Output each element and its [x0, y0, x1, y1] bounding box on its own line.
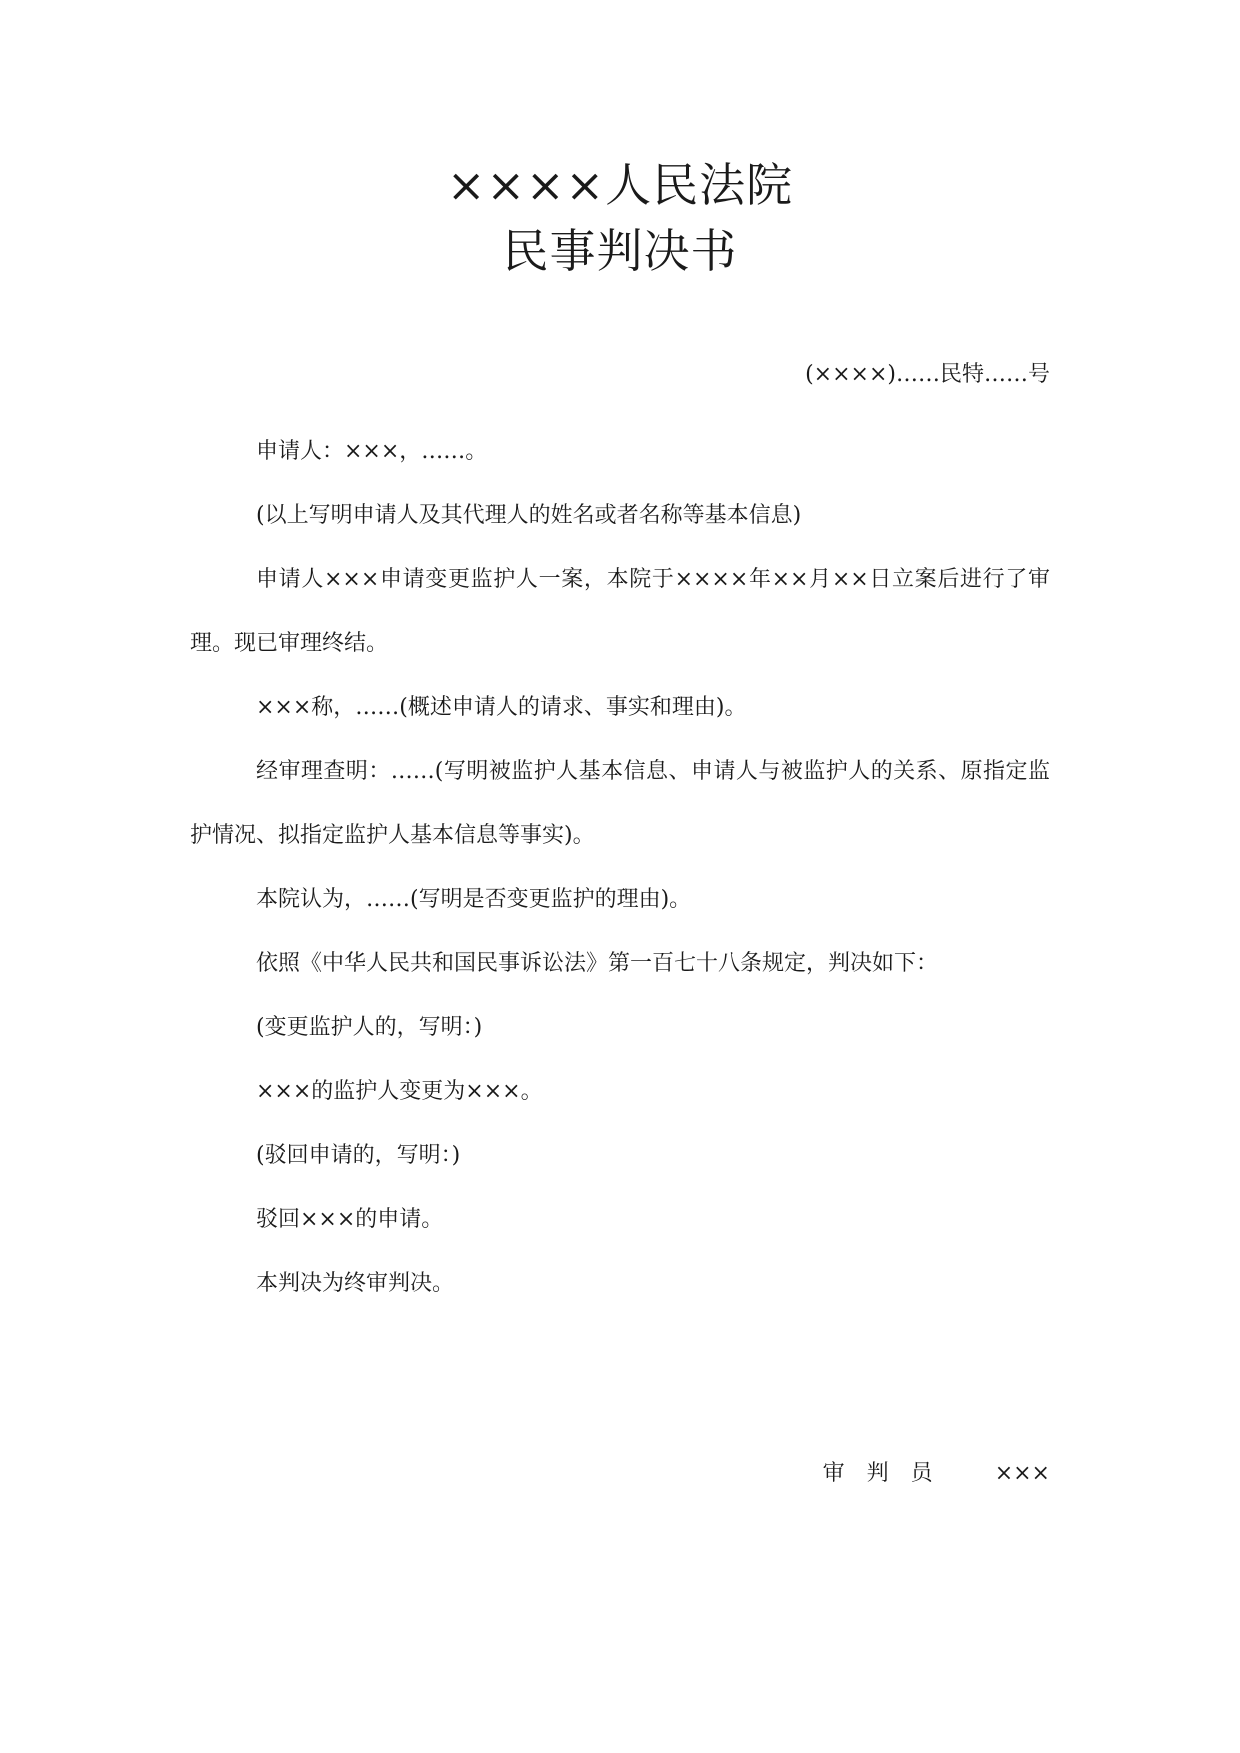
paragraph-final-judgment: 本判决为终审判决。 [256, 1271, 455, 1296]
document-title: 民事判决书 [502, 224, 738, 278]
paragraph-reject-note: (驳回申请的，写明：) [256, 1143, 461, 1168]
paragraph-claim: ×××称，……(概述申请人的请求、事实和理由)。 [256, 695, 747, 720]
paragraph-applicant-note: (以上写明申请人及其代理人的姓名或者名称等基本信息) [256, 503, 802, 528]
court-name: ××××人民法院 [446, 158, 794, 212]
paragraph-reject-ruling: 驳回×××的申请。 [256, 1207, 444, 1232]
paragraph-case-intro: 申请人×××申请变更监护人一案，本院于××××年××月××日立案后进行了审理。现已审理终结。 [190, 567, 1050, 656]
signature-block [823, 1463, 1050, 1485]
judge-name: ××× [994, 1461, 1050, 1486]
paragraph-change-note: (变更监护人的，写明：) [256, 1015, 483, 1040]
document-body [190, 420, 1050, 1316]
paragraph-legal-basis: 依照《中华人民共和国民事诉讼法》第一百七十八条规定，判决如下： [256, 951, 939, 976]
case-number: (××××)……民特……号 [805, 362, 1050, 387]
judge-label: 审判员 [822, 1461, 955, 1486]
paragraph-applicant: 申请人：×××，……。 [256, 439, 488, 464]
paragraph-reasoning: 本院认为，……(写明是否变更监护的理由)。 [256, 887, 692, 912]
paragraph-change-ruling: ×××的监护人变更为×××。 [256, 1079, 543, 1104]
paragraph-facts: 经审理查明：……(写明被监护人基本信息、申请人与被监护人的关系、原指定监护情况、拟指定监护人基本信息等事实)。 [190, 759, 1050, 848]
